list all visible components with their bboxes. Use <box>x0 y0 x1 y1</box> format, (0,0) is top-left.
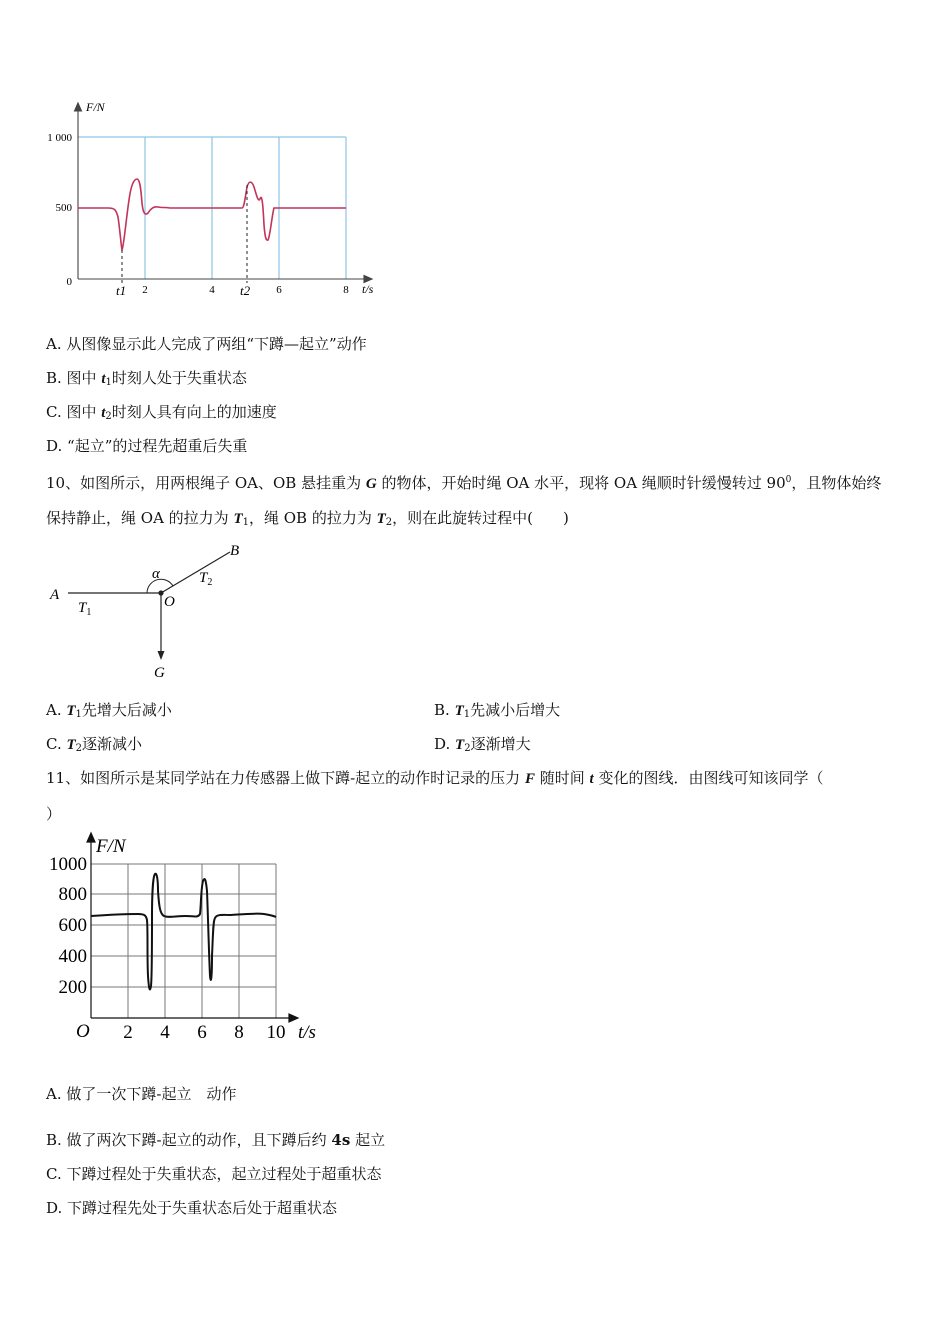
graph2-grid <box>91 864 276 1018</box>
graph2-xtick-6: 6 <box>197 1022 207 1043</box>
q9-option-c-var: t <box>101 405 106 421</box>
q10-line1-sup: 0 <box>785 475 792 485</box>
q10-option-d-sub: 2 <box>464 743 471 754</box>
q10-option-a[interactable] <box>46 700 172 725</box>
graph1-t2-label: t2 <box>240 283 251 298</box>
graph1-xtick-6: 6 <box>276 284 282 296</box>
q9-option-c-sub: 2 <box>105 411 112 422</box>
q10-option-b[interactable] <box>434 700 560 725</box>
q9-option-c-suffix: 时刻人具有向上的加速度 <box>111 403 277 421</box>
graph2-xtick-2: 2 <box>123 1022 133 1043</box>
label-t1: $T_1$ <box>78 600 92 618</box>
q11-option-c[interactable] <box>46 1164 381 1184</box>
q10-line1-g: G <box>365 476 377 492</box>
q11-option-b-bold: 4s <box>331 1131 351 1149</box>
q10-stem-line2 <box>46 508 569 533</box>
q10-option-b-var: T <box>454 703 464 719</box>
q11-option-b-post: 起立 <box>350 1131 386 1149</box>
q9-option-b-var: t <box>101 371 106 387</box>
q10-line2-a: 保持静止，绳 OA 的拉力为 <box>46 509 234 527</box>
point-o <box>158 590 163 595</box>
force-time-graph-1 <box>30 95 410 315</box>
q10-option-b-text: 先减小后增大 <box>470 701 561 719</box>
q10-line2-t2: T <box>376 511 386 527</box>
label-g: G <box>154 665 165 681</box>
q10-line2-t1sub: 1 <box>242 517 249 528</box>
graph1-xtick-2: 2 <box>142 284 148 296</box>
graph1-xtick-8: 8 <box>343 284 349 296</box>
q11-stem-line1 <box>46 768 823 789</box>
q10-stem-line1 <box>46 470 881 494</box>
q11-option-b-pre: B. 做了两次下蹲-起立的动作，且下蹲后约 <box>46 1131 332 1149</box>
q9-option-d-text: D. “起立”的过程先超重后失重 <box>46 437 248 455</box>
q10-option-d[interactable] <box>434 734 531 759</box>
q9-option-c[interactable] <box>46 402 277 427</box>
label-b: B <box>230 543 240 559</box>
q10-option-c[interactable] <box>46 734 142 759</box>
q10-option-c-text: 逐渐减小 <box>82 735 143 753</box>
q9-option-c-prefix: C. 图中 <box>46 403 102 421</box>
q11-line1-f: F <box>524 771 535 787</box>
q10-option-c-sub: 2 <box>75 743 83 754</box>
graph2-ytick-200: 200 <box>58 977 87 998</box>
graph1-x-label: t/s <box>362 282 374 296</box>
label-o: O <box>164 594 175 610</box>
graph1-ytick-1000: 1 000 <box>47 132 72 144</box>
label-a: A <box>50 587 60 603</box>
q10-option-b-pre: B. <box>434 701 455 719</box>
q11-option-d-text: D. 下蹲过程先处于失重状态后处于超重状态 <box>46 1199 338 1217</box>
q11-option-d[interactable] <box>46 1198 337 1218</box>
q10-line2-c: ，则在此旋转过程中( ) <box>392 509 569 527</box>
q11-line1-t: t <box>589 771 594 787</box>
q11-line1-b: 随时间 <box>534 769 590 787</box>
q10-option-d-pre: D. <box>434 735 456 753</box>
q9-option-d[interactable] <box>46 436 247 456</box>
graph2-x-label: t/s <box>298 1022 316 1043</box>
graph2-xtick-10: 10 <box>266 1022 286 1043</box>
graph2-y-label: F/N <box>96 836 126 857</box>
weight-arrow <box>158 651 165 660</box>
graph2-ytick-1000: 1000 <box>49 854 87 875</box>
q9-option-b-prefix: B. 图中 <box>46 369 102 387</box>
graph2-ytick-600: 600 <box>58 915 87 936</box>
q11-line2: ） <box>46 805 62 823</box>
label-alpha: α <box>152 566 160 582</box>
graph1-y-label: F/N <box>86 100 105 114</box>
q10-option-a-var: T <box>66 703 76 719</box>
q11-line1-c: 变化的图线．由图线可知该同学（ <box>593 769 824 787</box>
rope-ob <box>161 552 230 593</box>
q10-option-c-pre: C. <box>46 735 67 753</box>
label-t2: $T_2$ <box>199 570 213 588</box>
rope-diagram <box>40 536 280 686</box>
q10-line2-t1: T <box>233 511 243 527</box>
q11-option-b[interactable] <box>46 1130 385 1150</box>
q10-option-a-text: 先增大后减小 <box>81 701 172 719</box>
q10-option-a-sub: 1 <box>75 709 82 720</box>
q9-option-a[interactable] <box>46 334 367 354</box>
q9-option-b[interactable] <box>46 368 247 393</box>
q11-line1-a: 11、如图所示是某同学站在力传感器上做下蹲-起立的动作时记录的压力 <box>46 769 525 787</box>
q10-line1-a: 10、如图所示，用两根绳子 OA、OB 悬挂重为 <box>46 474 366 492</box>
q11-option-a[interactable] <box>46 1084 236 1104</box>
q10-line1-b: 的物体，开始时绳 OA 水平，现将 OA 绳顺时针缓慢转过 90 <box>376 474 786 492</box>
q10-option-b-sub: 1 <box>463 709 471 720</box>
q10-line2-b: ，绳 OB 的拉力为 <box>248 509 377 527</box>
force-time-graph-2 <box>36 826 336 1046</box>
graph1-ytick-0: 0 <box>66 276 72 288</box>
graph2-xtick-4: 4 <box>160 1022 170 1043</box>
q10-option-d-text: 逐渐增大 <box>470 735 531 753</box>
graph2-origin: O <box>76 1021 90 1042</box>
q10-option-a-pre: A. <box>46 701 67 719</box>
q10-line2-t2sub: 2 <box>385 517 393 528</box>
graph2-ytick-400: 400 <box>58 946 87 967</box>
q11-option-c-text: C. 下蹲过程处于失重状态，起立过程处于超重状态 <box>46 1165 382 1183</box>
q9-option-b-suffix: 时刻人处于失重状态 <box>111 369 247 387</box>
q10-line1-c: ，且物体始终 <box>791 474 882 492</box>
graph2-xtick-8: 8 <box>234 1022 244 1043</box>
graph2-force-curve <box>91 874 276 990</box>
graph1-t1-label: t1 <box>116 283 127 298</box>
q9-option-a-text: A. 从图像显示此人完成了两组“下蹲—起立”动作 <box>46 335 367 353</box>
graph1-axes <box>75 103 373 283</box>
graph2-axes <box>87 833 298 1022</box>
q11-stem-line2 <box>46 804 61 824</box>
q10-option-d-var: T <box>455 737 465 753</box>
graph2-ytick-800: 800 <box>58 884 87 905</box>
q10-option-c-var: T <box>66 737 76 753</box>
q9-option-b-sub: 1 <box>105 377 112 388</box>
q11-option-a-text: A. 做了一次下蹲-起立 动作 <box>46 1085 237 1103</box>
graph1-xtick-4: 4 <box>209 284 215 296</box>
graph1-ytick-500: 500 <box>55 202 72 214</box>
